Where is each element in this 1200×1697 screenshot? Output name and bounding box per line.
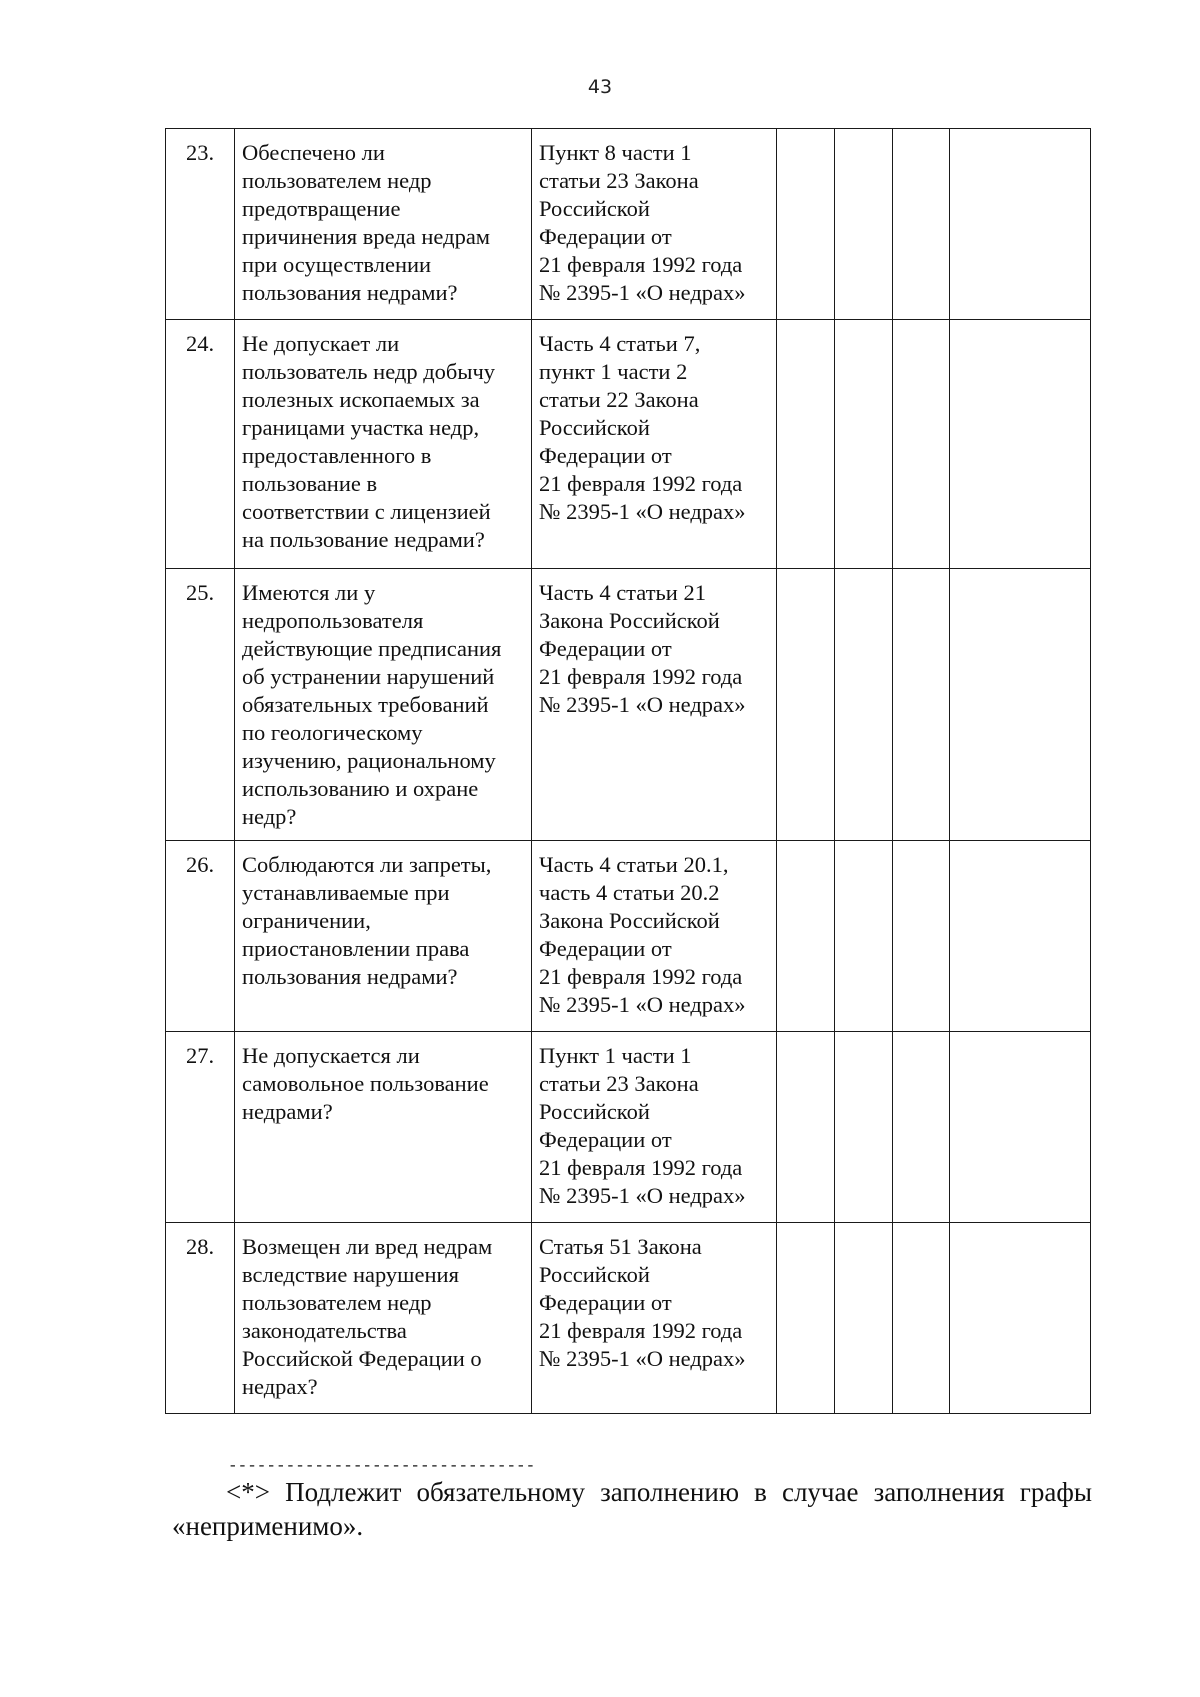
- answer-na-cell[interactable]: [893, 569, 950, 841]
- answer-na-cell[interactable]: [893, 320, 950, 569]
- reference-cell: Пункт 1 части 1 статьи 23 Закона Российской Федерации от 21 февраля 1992 года № 2395-1 «О недрах»: [532, 1032, 777, 1223]
- answer-na-cell[interactable]: [893, 841, 950, 1032]
- table-row: [166, 1032, 1091, 1223]
- reference-cell: Часть 4 статьи 7, пункт 1 части 2 статьи 22 Закона Российской Федерации от 21 февраля 1992 года № 2395-1 «О недрах»: [532, 320, 777, 569]
- answer-na-cell[interactable]: [893, 1032, 950, 1223]
- footnote-separator: --------------------------------: [228, 1457, 536, 1475]
- answer-yes-cell[interactable]: [777, 841, 835, 1032]
- answer-na-cell[interactable]: [893, 1223, 950, 1414]
- comment-cell[interactable]: [950, 1032, 1091, 1223]
- checklist-table: [165, 128, 1091, 1414]
- question-cell: Не допускает ли пользователь недр добычу полезных ископаемых за границами участка недр, предоставленного в пользование в соответствии с лицензией на пользование недрами?: [235, 320, 532, 569]
- row-number: 27.: [166, 1032, 235, 1223]
- row-number: 26.: [166, 841, 235, 1032]
- answer-yes-cell[interactable]: [777, 569, 835, 841]
- table-row: [166, 841, 1091, 1032]
- answer-yes-cell[interactable]: [777, 320, 835, 569]
- table-row: [166, 320, 1091, 569]
- row-number: 25.: [166, 569, 235, 841]
- row-number: 28.: [166, 1223, 235, 1414]
- footnote-text: <*> Подлежит обязательному заполнению в случае заполнения графы «неприменимо».: [172, 1477, 1092, 1541]
- answer-no-cell[interactable]: [835, 1223, 893, 1414]
- question-cell: Не допускается ли самовольное пользование недрами?: [235, 1032, 532, 1223]
- answer-yes-cell[interactable]: [777, 1223, 835, 1414]
- question-cell: Возмещен ли вред недрам вследствие нарушения пользователем недр законодательства Российской Федерации о недрах?: [235, 1223, 532, 1414]
- comment-cell[interactable]: [950, 569, 1091, 841]
- reference-cell: Пункт 8 части 1 статьи 23 Закона Российской Федерации от 21 февраля 1992 года № 2395-1 «О недрах»: [532, 129, 777, 320]
- answer-no-cell[interactable]: [835, 1032, 893, 1223]
- answer-no-cell[interactable]: [835, 129, 893, 320]
- row-number: 24.: [166, 320, 235, 569]
- answer-no-cell[interactable]: [835, 320, 893, 569]
- table-row: [166, 569, 1091, 841]
- reference-cell: Часть 4 статьи 20.1, часть 4 статьи 20.2 Закона Российской Федерации от 21 февраля 1992 года № 2395-1 «О недрах»: [532, 841, 777, 1032]
- reference-cell: Статья 51 Закона Российской Федерации от 21 февраля 1992 года № 2395-1 «О недрах»: [532, 1223, 777, 1414]
- table-row: [166, 1223, 1091, 1414]
- question-cell: Соблюдаются ли запреты, устанавливаемые при ограничении, приостановлении права пользования недрами?: [235, 841, 532, 1032]
- comment-cell[interactable]: [950, 129, 1091, 320]
- answer-na-cell[interactable]: [893, 129, 950, 320]
- comment-cell[interactable]: [950, 1223, 1091, 1414]
- answer-yes-cell[interactable]: [777, 129, 835, 320]
- question-cell: Обеспечено ли пользователем недр предотвращение причинения вреда недрам при осуществлении пользования недрами?: [235, 129, 532, 320]
- comment-cell[interactable]: [950, 320, 1091, 569]
- row-number: 23.: [166, 129, 235, 320]
- answer-no-cell[interactable]: [835, 569, 893, 841]
- reference-cell: Часть 4 статьи 21 Закона Российской Федерации от 21 февраля 1992 года № 2395-1 «О недрах»: [532, 569, 777, 841]
- table-row: [166, 129, 1091, 320]
- question-cell: Имеются ли у недропользователя действующие предписания об устранении нарушений обязательных требований по геологическому изучению, рациональному использованию и охране недр?: [235, 569, 532, 841]
- comment-cell[interactable]: [950, 841, 1091, 1032]
- answer-yes-cell[interactable]: [777, 1032, 835, 1223]
- answer-no-cell[interactable]: [835, 841, 893, 1032]
- page-number: 43: [587, 76, 613, 98]
